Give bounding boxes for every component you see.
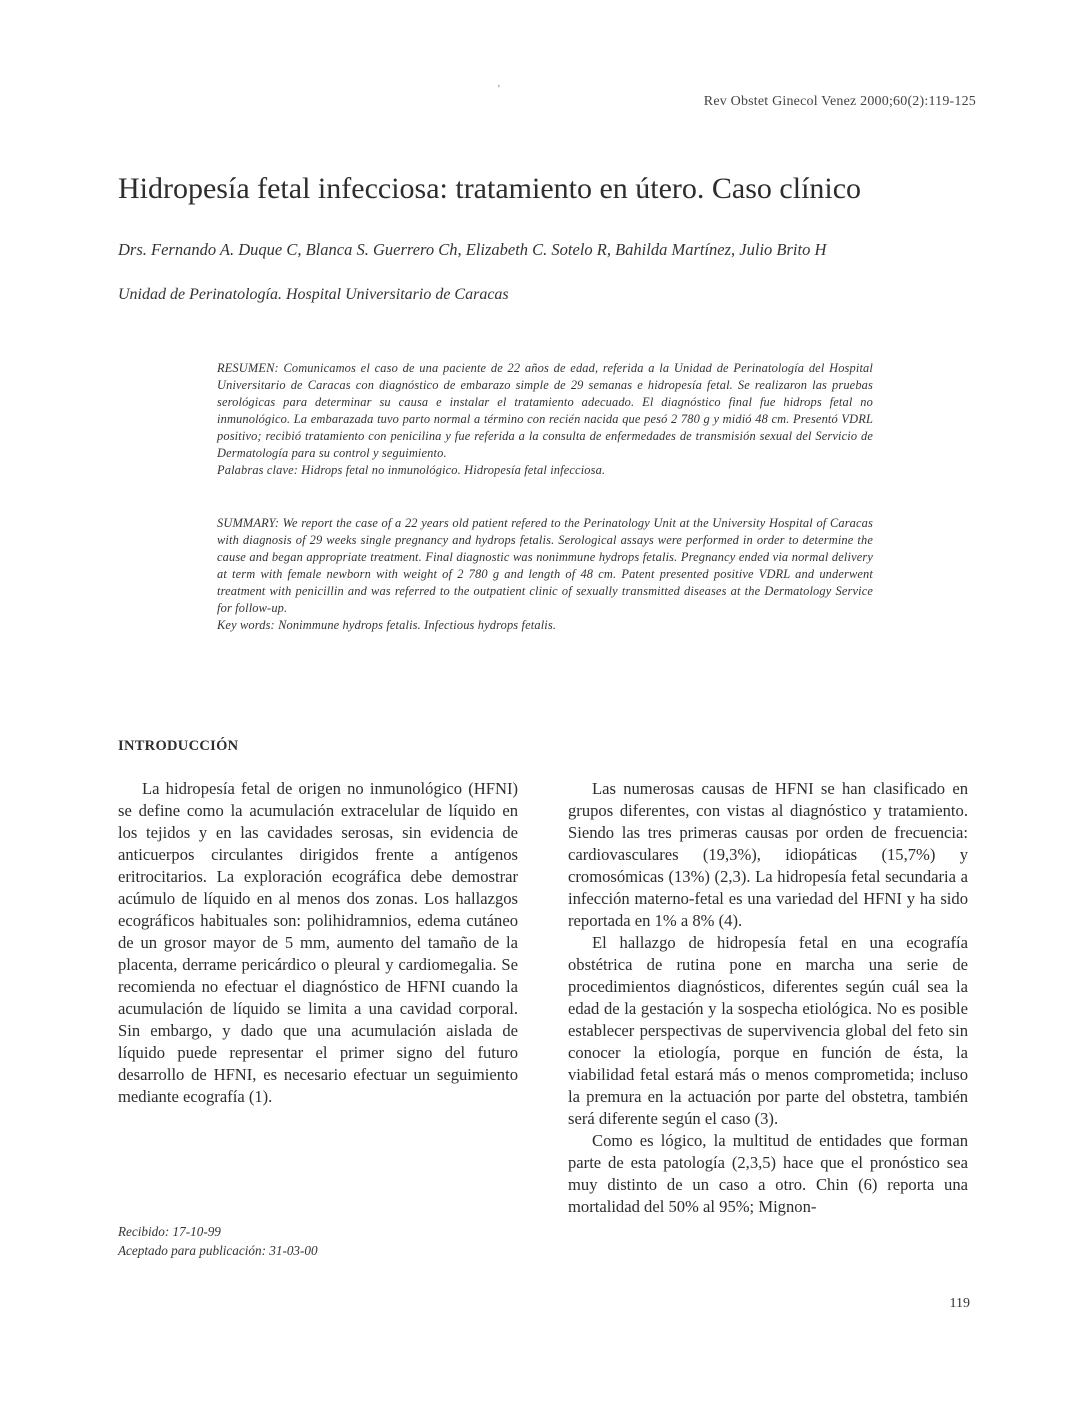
received-date: Recibido: 17-10-99 <box>118 1224 221 1239</box>
abstract-english <box>217 515 873 634</box>
body-paragraph: El hallazgo de hidropesía fetal en una ecografía obstétrica de rutina pone en marcha una serie de procedimientos diagnósticos, diferentes según cuál sea la edad de la gestación y la sospecha etiológica. No es posible establecer perspectivas de supervivencia global del feto sin conocer la etiología, porque en función de ésta, la viabilidad fetal estará más o menos comprometida; incluso la premura en la actuación por parte del obstetra, también será diferente según el caso (3). <box>568 933 968 1128</box>
abstract-spanish-body: RESUMEN: Comunicamos el caso de una paciente de 22 años de edad, referida a la Unidad de Perinatología del Hospital Universitario de Caracas con diagnóstico de embarazo simple de 29 semanas e hidropesía fetal. Se realizaron las pruebas serológicas para determinar su causa e instalar el tratamiento adecuado. El diagnóstico final fue hidrops fetal no inmunológico. La embarazada tuvo parto normal a término con recién nacida que pesó 2 780 g y midió 48 cm. Presentó VDRL positivo; recibió tratamiento con penicilina y fue referida a la consulta de enfermedades de transmisión sexual del Servicio de Dermatología para su control y seguimiento. <box>217 361 873 460</box>
abstract-spanish-keywords: Palabras clave: Hidrops fetal no inmunológico. Hidropesía fetal infecciosa. <box>217 463 606 477</box>
body-paragraph: La hidropesía fetal de origen no inmunológico (HFNI) se define como la acumulación extracelular de líquido en los tejidos y en las cavidades serosas, sin evidencia de anticuerpos circulantes dirigidos frente a antígenos eritrocitarios. La exploración ecográfica debe demostrar acúmulo de líquido en al menos dos zonas. Los hallazgos ecográficos habituales son: polihidramnios, edema cutáneo de un grosor mayor de 5 mm, aumento del tamaño de la placenta, derrame pericárdico o pleural y cardiomegalia. Se recomienda no efectuar el diagnóstico de HFNI cuando la acumulación de líquido se limita a una cavidad corporal. Sin embargo, y dado que una acumulación aislada de líquido puede representar el primer signo del futuro desarrollo de HFNI, es necesario efectuar un seguimiento mediante ecografía (1). <box>118 779 518 1106</box>
page-number: 119 <box>949 1296 970 1311</box>
accepted-date: Aceptado para publicación: 31-03-00 <box>118 1243 318 1258</box>
abstract-english-keywords: Key words: Nonimmune hydrops fetalis. Infectious hydrops fetalis. <box>217 618 557 632</box>
abstract-spanish <box>217 360 873 479</box>
running-head: Rev Obstet Ginecol Venez 2000;60(2):119-125 <box>703 94 976 109</box>
article-authors: Drs. Fernando A. Duque C, Blanca S. Guerrero Ch, Elizabeth C. Sotelo R, Bahilda Martínez, Julio Brito H <box>118 240 827 259</box>
received-dates <box>118 1222 318 1260</box>
right-column <box>568 778 968 1218</box>
body-paragraph: Como es lógico, la multitud de entidades que forman parte de esta patología (2,3,5) hace que el pronóstico sea muy distinto de un caso a otro. Chin (6) reporta una mortalidad del 50% al 95%; Mignon- <box>568 1131 968 1216</box>
left-column <box>118 778 518 1108</box>
section-heading-introduction: INTRODUCCIÓN <box>118 738 239 754</box>
article-title: Hidropesía fetal infecciosa: tratamiento en útero. Caso clínico <box>118 172 862 205</box>
abstract-english-body: SUMMARY: We report the case of a 22 years old patient refered to the Perinatology Unit at the University Hospital of Caracas with diagnosis of 29 weeks single pregnancy and hydrops fetalis. Serological assays were performed in order to determine the cause and began appropriate treatment. Final diagnostic was nonimmune hydrops fetalis. Pregnancy ended via normal delivery at term with female newborn with weight of 2 780 g and length of 48 cm. Patent presented positive VDRL and underwent treatment with penicillin and was referred to the outpatient clinic of sexually transmitted diseases at the Dermatology Service for follow-up. <box>217 516 873 615</box>
article-affiliation: Unidad de Perinatología. Hospital Universitario de Caracas <box>118 286 509 303</box>
body-paragraph: Las numerosas causas de HFNI se han clasificado en grupos diferentes, con vistas al diagnóstico y tratamiento. Siendo las tres primeras causas por orden de frecuencia: cardiovasculares (19,3%), idiopáticas (15,7%) y cromosómicas (13%) (2,3). La hidropesía fetal secundaria a infección materno-fetal es una variedad del HFNI y ha sido reportada en 1% a 8% (4). <box>568 779 968 930</box>
stray-mark: ' <box>498 84 500 95</box>
